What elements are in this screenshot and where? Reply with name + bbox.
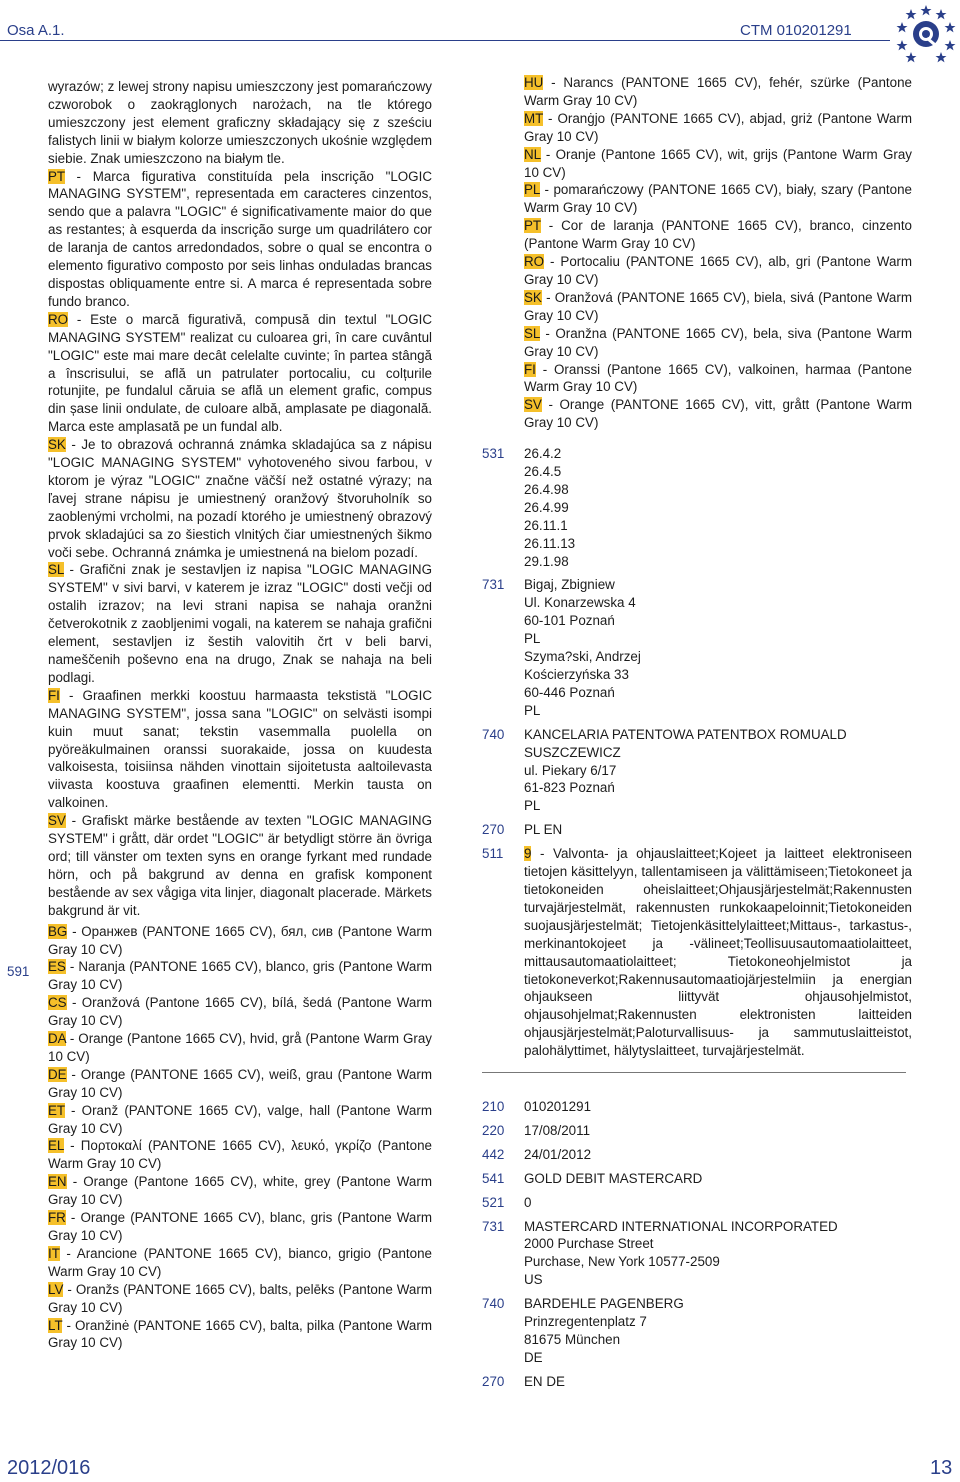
entry-line: Purchase, New York 10577-2509 — [524, 1254, 720, 1270]
language-code: DA — [48, 1031, 66, 1047]
paragraph-text: - Orange (PANTONE 1665 CV), vitt, grått (Pantone Warm Gray 10 CV) — [524, 397, 912, 431]
entry-line: DE — [524, 1349, 543, 1365]
colour-claim — [524, 253, 912, 289]
language-code: EN — [48, 1174, 67, 1190]
goods-list — [524, 845, 912, 1060]
paragraph-text: - Πορτοκαλί (PANTONE 1665 CV), λευκό, γκρίζο (Pantone Warm Gray 10 CV) — [48, 1138, 432, 1172]
colour-claims-right — [482, 74, 912, 432]
language-code: RO — [524, 254, 545, 270]
entry-line: Kościerzyńska 33 — [524, 667, 629, 682]
issue-number: 2012/016 — [7, 1457, 91, 1479]
colour-claim — [524, 396, 912, 432]
colour-claim — [524, 325, 912, 361]
colour-claims-left — [48, 923, 432, 1353]
code-591: 591 — [7, 964, 30, 979]
paragraph-text: - Oranssi (Pantone 1665 CV), valkoinen, harmaa (Pantone Warm Gray 10 CV) — [524, 361, 912, 395]
entry-row — [482, 1373, 912, 1391]
entry-code: 511 — [482, 846, 504, 862]
description-paragraph — [48, 561, 432, 686]
language-code: IT — [48, 1245, 60, 1261]
colour-claim — [48, 1030, 432, 1066]
language-code: ET — [48, 1102, 65, 1118]
entry-line: 17/08/2011 — [524, 1122, 591, 1138]
language-code: CS — [48, 995, 67, 1011]
colour-claim — [524, 146, 912, 182]
colour-claim — [524, 110, 912, 146]
language-code: SK — [48, 437, 66, 453]
description-paragraph — [48, 812, 432, 919]
entry-row — [482, 576, 912, 719]
colour-claim — [48, 958, 432, 994]
entry-line: ul. Piekary 6/17 — [524, 762, 617, 778]
entry-code: 220 — [482, 1122, 505, 1138]
entry-line: 26.4.98 — [524, 481, 569, 497]
entry-code: 541 — [482, 1170, 505, 1186]
language-code: SL — [524, 325, 540, 341]
colour-claim — [48, 1317, 432, 1353]
language-code: SV — [48, 813, 66, 829]
paragraph-text: - Oranġjo (PANTONE 1665 CV), abjad, griż (Pantone Warm Gray 10 CV) — [524, 110, 912, 144]
language-code: SK — [524, 289, 542, 305]
colour-claim — [48, 1066, 432, 1102]
entry-row — [482, 1295, 912, 1367]
language-code: PL — [524, 182, 540, 198]
entry-line: 81675 München — [524, 1331, 621, 1347]
language-code: FR — [48, 1210, 66, 1226]
description-paragraph — [48, 168, 432, 311]
entry-line: PL — [524, 702, 541, 718]
entry-code: 521 — [482, 1194, 505, 1210]
language-code: DE — [48, 1066, 67, 1082]
entry-code: 270 — [482, 1373, 505, 1389]
colour-claim — [524, 217, 912, 253]
paragraph-text: - Orange (PANTONE 1665 CV), weiß, grau (Pantone Warm Gray 10 CV) — [48, 1066, 432, 1100]
colour-claim — [48, 1173, 432, 1209]
colour-claim — [48, 1245, 432, 1281]
language-code: RO — [48, 311, 69, 327]
paragraph-text: - Oranje (Pantone 1665 CV), wit, grijs (Pantone Warm Gray 10 CV) — [524, 146, 912, 180]
entry-row — [482, 445, 912, 570]
language-code: NL — [524, 146, 541, 162]
paragraph-text: - Arancione (PANTONE 1665 CV), bianco, grigio (Pantone Warm Gray 10 CV) — [48, 1245, 432, 1279]
entry-line: 2000 Purchase Street — [524, 1236, 654, 1252]
description-paragraph — [48, 311, 432, 436]
paragraph-text: - Oranž (PANTONE 1665 CV), valge, hall (Pantone Warm Gray 10 CV) — [48, 1102, 432, 1136]
colour-claim — [524, 289, 912, 325]
entry-row — [482, 726, 912, 816]
language-code: MT — [524, 110, 544, 126]
entry-line: Ul. Konarzewska 4 — [524, 595, 636, 611]
paragraph-text: - Oranžová (Pantone 1665 CV), bílá, šedá (Pantone Warm Gray 10 CV) — [48, 995, 432, 1029]
paragraph-text: - Orange (Pantone 1665 CV), hvid, grå (Pantone Warm Gray 10 CV) — [48, 1031, 432, 1064]
paragraph-text: - Oranžinė (PANTONE 1665 CV), balta, pilka (Pantone Warm Gray 10 CV) — [48, 1317, 432, 1351]
entry-line: Prinzregentenplatz 7 — [524, 1314, 647, 1330]
entry-line: 26.4.99 — [524, 499, 569, 515]
section-label: Osa A.1. — [7, 22, 65, 39]
entry-line: 26.4.5 — [524, 464, 562, 480]
entry-line: Bigaj, Zbigniew — [524, 577, 615, 593]
class-number: 9 — [524, 846, 532, 862]
language-code: SL — [48, 562, 64, 578]
description-paragraph — [48, 436, 432, 561]
paragraph-text: - Oranžs (PANTONE 1665 CV), balts, pelēks (Pantone Warm Gray 10 CV) — [48, 1281, 432, 1315]
right-column — [482, 74, 912, 1060]
entry-line: 60-101 Poznań — [524, 613, 615, 629]
entry-line: KANCELARIA PATENTOWA PATENTBOX ROMUALD SUSZCZEWICZ — [524, 726, 847, 760]
ohim-logo-icon — [894, 2, 958, 66]
entry-code: 740 — [482, 726, 505, 742]
colour-claim — [48, 1137, 432, 1173]
colour-claim — [48, 1281, 432, 1317]
entry-line: PL — [524, 798, 541, 814]
paragraph-text: - Naranja (PANTONE 1665 CV), blanco, gris (Pantone Warm Gray 10 CV) — [48, 959, 432, 993]
entry-line: 24/01/2012 — [524, 1146, 592, 1162]
paragraph-text: - Narancs (PANTONE 1665 CV), fehér, szürke (Pantone Warm Gray 10 CV) — [524, 75, 912, 108]
entry-line: GOLD DEBIT MASTERCARD — [524, 1170, 703, 1186]
page-number: 13 — [930, 1457, 953, 1479]
colour-claim — [524, 74, 912, 110]
paragraph-text: - Este o marcă figurativă, compusă din textul "LOGIC MANAGING SYSTEM" realizat cu culoarea gri, în care cuvântul "LOGIC" este mai mare decât celelalte cuvinte; în partea stângă a înscrisului, se află un patrulater portocaliu, cu colțurile rotunjite, pe fundalul căruia se află un element grafic, compus din șase linii ondulate, de culoare albă, amplasate pe diagonală. Marca este amplasată pe un fundal alb. — [48, 311, 432, 435]
paragraph-text: - Graafinen merkki koostuu harmaasta tekstistä "LOGIC MANAGING SYSTEM", jossa sana "LOGIC" on selvästi isompi kuin muut sanat; tekstin vasemmalla puolella on pyöreäkulmainen oranssi suorakaide, jossa on kuudesta valkoisesta, toisiinsa nähden vinottain sijoitetusta aaltoilevasta viivasta koostuva graafinen elementti. Merkin tausta on valkoinen. — [48, 687, 432, 811]
entry-code: 740 — [482, 1296, 505, 1312]
entry-line: MASTERCARD INTERNATIONAL INCORPORATED — [524, 1218, 838, 1234]
paragraph-text: - Je to obrazová ochranná známka skladajúca sa z nápisu "LOGIC MANAGING SYSTEM" vyhotoveného sivou farbou, v ktorom je výraz "LOGIC" značne väčší než ostatné výrazy; na ľavej strane nápisu je umiestnený oranžový štvoruholník so zaoblenými vrcholmi, na pozadí ktorého je umiestnený obrazový prvok skladajúci sa zo šiestich vlnitých čiar umiestnených šikmo voči sebe. Ochranná známka je umiestnená na bielom pozadí. — [48, 437, 432, 560]
colour-claim — [48, 1209, 432, 1245]
entry-line: 60-446 Poznań — [524, 684, 615, 700]
entry-row — [482, 1098, 912, 1116]
next-mark-entries — [482, 1098, 912, 1391]
entry-row — [482, 1146, 912, 1164]
entry-line: 26.4.2 — [524, 446, 562, 462]
entry-row — [482, 1218, 912, 1290]
description-paragraph — [48, 687, 432, 812]
entry-code: 731 — [482, 1218, 505, 1234]
entry-code: 731 — [482, 577, 505, 593]
entry-code: 531 — [482, 446, 505, 462]
language-code: PT — [524, 218, 541, 234]
left-column — [48, 78, 432, 1352]
entry-line: 26.11.13 — [524, 535, 576, 551]
entry-line: 29.1.98 — [524, 553, 569, 569]
paragraph-text: - Orange (PANTONE 1665 CV), blanc, gris (Pantone Warm Gray 10 CV) — [48, 1210, 432, 1243]
entry-code: 442 — [482, 1146, 505, 1162]
paragraph-text: - pomarańczowy (PANTONE 1665 CV), biały, szary (Pantone Warm Gray 10 CV) — [524, 182, 912, 216]
colour-claim — [48, 923, 432, 959]
entry-line: 26.11.1 — [524, 517, 568, 533]
colour-claim — [48, 1102, 432, 1138]
paragraph-text: - Orange (Pantone 1665 CV), white, grey (Pantone Warm Gray 10 CV) — [48, 1174, 432, 1208]
entry-row — [482, 1170, 912, 1188]
paragraph-text: - Cor de laranja (PANTONE 1665 CV), branco, cinzento (Pantone Warm Gray 10 CV) — [524, 218, 912, 252]
language-code: HU — [524, 75, 544, 90]
entry-line: 61-823 Poznań — [524, 780, 615, 796]
paragraph-text: - Portocaliu (PANTONE 1665 CV), alb, gri (Pantone Warm Gray 10 CV) — [524, 254, 912, 287]
language-code: LV — [48, 1281, 64, 1297]
language-code: PT — [48, 168, 65, 184]
language-code: SV — [524, 397, 542, 413]
language-code: ES — [48, 959, 66, 975]
description-paragraphs — [48, 168, 432, 920]
entry-line: US — [524, 1272, 543, 1288]
language-code: FI — [48, 687, 60, 703]
section-divider — [482, 1072, 906, 1073]
entry-line: EN DE — [524, 1373, 565, 1389]
paragraph-text: - Oranžová (PANTONE 1665 CV), biela, sivá (Pantone Warm Gray 10 CV) — [524, 289, 912, 323]
entry-line: Szyma?ski, Andrzej — [524, 649, 641, 665]
entry-row — [482, 1194, 912, 1212]
language-code: EL — [48, 1138, 64, 1154]
entry-line: PL — [524, 631, 541, 647]
colour-claim — [524, 361, 912, 397]
goods-text: - Valvonta- ja ohjauslaitteet;Kojeet ja laitteet elektroniseen tietojen käsittelyyn, tallentamiseen ja välittämiseen;Tietokoneet ja tietokoneiden oheislaitteet;Ohjausjärjestelmät;Rakennusten turvajärjestelmät, rakennusten runkokaapeloinnit;Tietokoneiden suojausjärjestelmät; Tietojenkäsittelylaitteet;Mittaus-, tarkastus-, merkinantokojeet ja -välineet;Teollisuusautomaatiolaitteet, mittausautomaatiolaitteet; Tietokoneohjelmistot ja tietokoneverkot;Rakennusautomaatiojärjestelmiin ja energian ohjaukseen liittyvät ohjausohjelmistot, ohjausohjelmat;Rakennusten elektronisten laitteiden ohjausjärjestelmät;Paloturvallisuus- ja sammutuslaitteistot, palohälyttimet, hälytyslaitteet, turvajärjestelmät. — [524, 846, 912, 1059]
colour-claim — [524, 181, 912, 217]
paragraph-text: - Оранжев (PANTONE 1665 CV), бял, сив (Pantone Warm Gray 10 CV) — [48, 923, 432, 957]
entry-511 — [482, 845, 912, 1060]
language-code: BG — [48, 923, 68, 939]
entry-row — [482, 821, 912, 839]
paragraph-text: - Grafiskt märke bestående av texten "LOGIC MANAGING SYSTEM" i grått, där ordet "LOGIC" är betydligt större än övriga ord; till vänster om texten syns en orange fyrkant med rundade hörn, och på bakgrund av denna en grafisk komponent bestående av sex vågiga vita linjer, diagonalt placerade. Märkets bakgrund är vit. — [48, 813, 432, 918]
bibliographic-entries — [482, 445, 912, 839]
ctm-number: CTM 010201291 — [740, 22, 852, 39]
header-rule — [0, 40, 890, 41]
paragraph-text: - Oranžna (PANTONE 1665 CV), bela, siva (Pantone Warm Gray 10 CV) — [524, 325, 912, 359]
entry-line: 010201291 — [524, 1099, 592, 1114]
colour-claim — [48, 994, 432, 1030]
entry-code: 210 — [482, 1099, 505, 1114]
entry-row — [482, 1122, 912, 1140]
entry-line: BARDEHLE PAGENBERG — [524, 1296, 684, 1312]
entry-line: PL EN — [524, 822, 563, 838]
paragraph-text: - Grafični znak je sestavljen iz napisa "LOGIC MANAGING SYSTEM" v sivi barvi, v katerem je izraz "LOGIC" dosti večji od ostalih izrazov; na levi strani napisa se nahaja oranžni četverokotnik z zaobljenimi vogali, na katerem se nahaja grafični element, sestavljen iz šestih valovitih črt v beli barvi, nameščenih poševno ena na drugo, Znak se nahaja na beli podlagi. — [48, 562, 432, 685]
intro-paragraph-pl: wyrazów; z lewej strony napisu umieszczony jest pomarańczowy czworobok o zaokrąglonych narożach, na tle którego umieszczony jest element graficzny składający się z sześciu falistych linii w białym kolorze umieszczonych ukośnie względem siebie. Znak umieszczono na białym tle. — [48, 79, 432, 166]
language-code: FI — [524, 361, 536, 377]
entry-code: 270 — [482, 822, 505, 838]
paragraph-text: - Marca figurativa constituída pela inscrição "LOGIC MANAGING SYSTEM", representada em caracteres cinzentos, sendo que a palavra "LOGIC" é significativamente maior do que as restantes; à esquerda da inscrição surge um quadrilátero cor de laranja de cantos arredondados, sobre o qual se encontra o elemento figurativo composto por seis linhas onduladas brancas dispostas obliquamente entre si. A marca é representada sobre fundo branco. — [48, 168, 432, 309]
language-code: LT — [48, 1317, 63, 1333]
entry-line: 0 — [524, 1194, 532, 1210]
